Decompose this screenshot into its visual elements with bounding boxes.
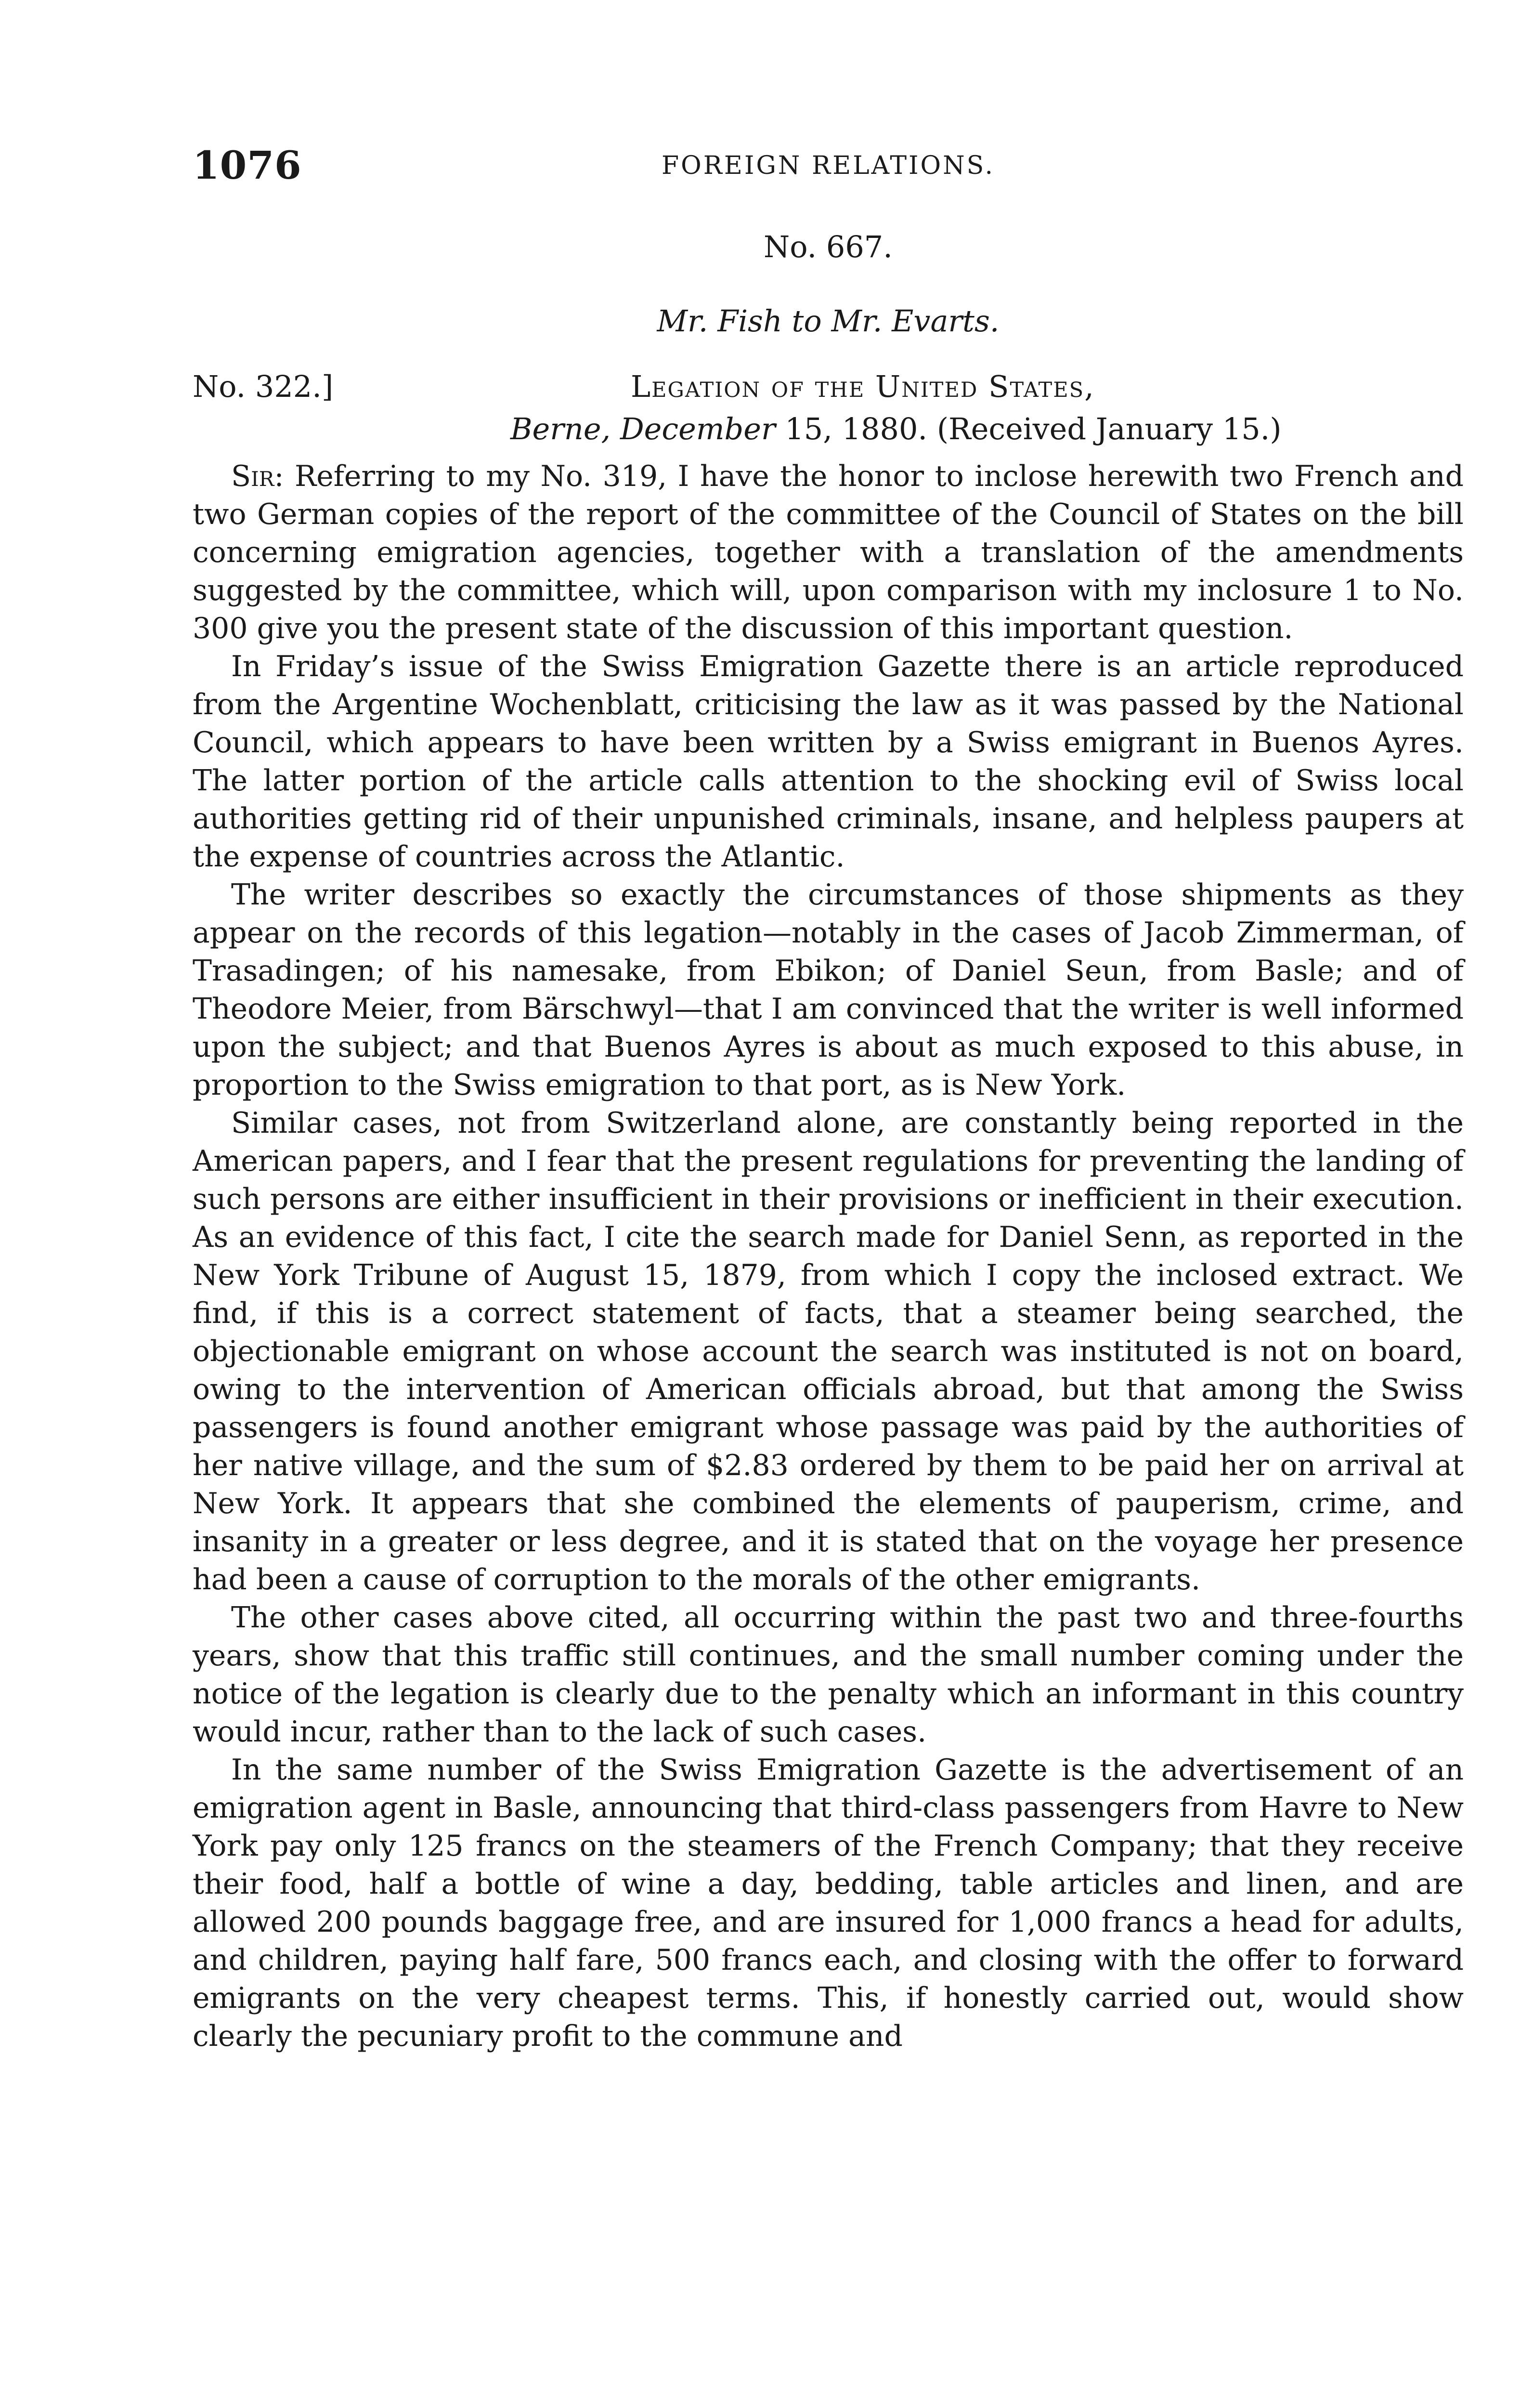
salutation: Sir: [231, 459, 274, 493]
paragraph: Similar cases, not from Switzerland alone, are constantly being reported in the American papers, and I fear that the present regulations for preventing the landing of such persons are either insufficient in their provisions or inefficient in their execution. As an evidence of this fact, I cite the search made for Daniel Senn, as reported in the New York Tribune of August 15, 1879, from which I copy the inclosed extract. We find, if this is a correct statement of facts, that a steamer being searched, the objectionable emigrant on whose account the search was instituted is not on board, owing to the intervention of American officials abroad, but that among the Swiss passengers is found another emigrant whose passage was paid by the authorities of her native village, and the sum of $2.83 ordered by them to be paid her on arrival at New York. It appears that she combined the elements of pauperism, crime, and insanity in a greater or less degree, and it is stated that on the voyage her presence had been a cause of corruption to the morals of the other emigrants.: [193, 1106, 1464, 1597]
document-number: No. 667.: [764, 229, 893, 264]
legation-heading: Legation of the United States,: [631, 369, 1095, 404]
paragraph: The other cases above cited, all occurring within the past two and three-fourths years, show that this traffic still continues, and the small number coming under the notice of the legation is clearly due to the penalty which an informant in this country would incur, rather than to the lack of such cases.: [193, 1601, 1464, 1749]
place: Berne,: [510, 411, 611, 446]
dispatch-number: No. 322.]: [193, 369, 334, 404]
letter-body: [193, 458, 1464, 2055]
paragraph: In the same number of the Swiss Emigration Gazette is the advertisement of an emigration agent in Basle, announcing that third-class passengers from Havre to New York pay only 125 francs on the steamers of the French Company; that they receive their food, half a bottle of wine a day, bedding, table articles and linen, and are allowed 200 pounds baggage free, and are insured for 1,000 francs a head for adults, and children, paying half fare, 500 francs each, and closing with the offer to forward emigrants on the very cheapest terms. This, if honestly carried out, would show clearly the pecuniary profit to the commune and: [193, 1753, 1464, 2053]
paragraph: The writer describes so exactly the circumstances of those shipments as they appear on the records of this legation—notably in the cases of Jacob Zimmerman, of Trasadingen; of his namesake, from Ebikon; of Daniel Seun, from Basle; and of Theodore Meier, from Bärschwyl—that I am convinced that the writer is well informed upon the subject; and that Buenos Ayres is about as much exposed to this abuse, in proportion to the Swiss emigration to that port, as is New York.: [193, 878, 1464, 1102]
page-number: 1076: [193, 143, 302, 188]
running-head: [193, 143, 1464, 196]
paragraph-text: : Referring to my No. 319, I have the honor to inclose herewith two French and two German copies of the report of the committee of the Council of States on the bill concerning emigration agencies, together with a translation of the amendments suggested by the committee, which will, upon comparison with my inclosure 1 to No. 300 give you the present state of the discussion of this important question.: [193, 459, 1464, 645]
paragraph: In Friday’s issue of the Swiss Emigration Gazette there is an article reproduced from the Argentine Wochenblatt, criticising the law as it was passed by the National Council, which appears to have been written by a Swiss emigrant in Buenos Ayres. The latter portion of the article calls attention to the shocking evil of Swiss local authorities getting rid of their unpunished criminals, insane, and helpless paupers at the expense of countries across the Atlantic.: [193, 650, 1464, 874]
document-title: Mr. Fish to Mr. Evarts.: [657, 303, 1000, 339]
running-title: FOREIGN RELATIONS.: [662, 151, 995, 180]
paragraph: [193, 458, 1464, 648]
date-day-year: 15, 1880.: [785, 411, 928, 446]
date-month: December: [620, 411, 776, 446]
place-date-line: [510, 411, 1282, 446]
received-date: (Received January 15.): [936, 411, 1282, 446]
dateline: [193, 369, 1464, 456]
